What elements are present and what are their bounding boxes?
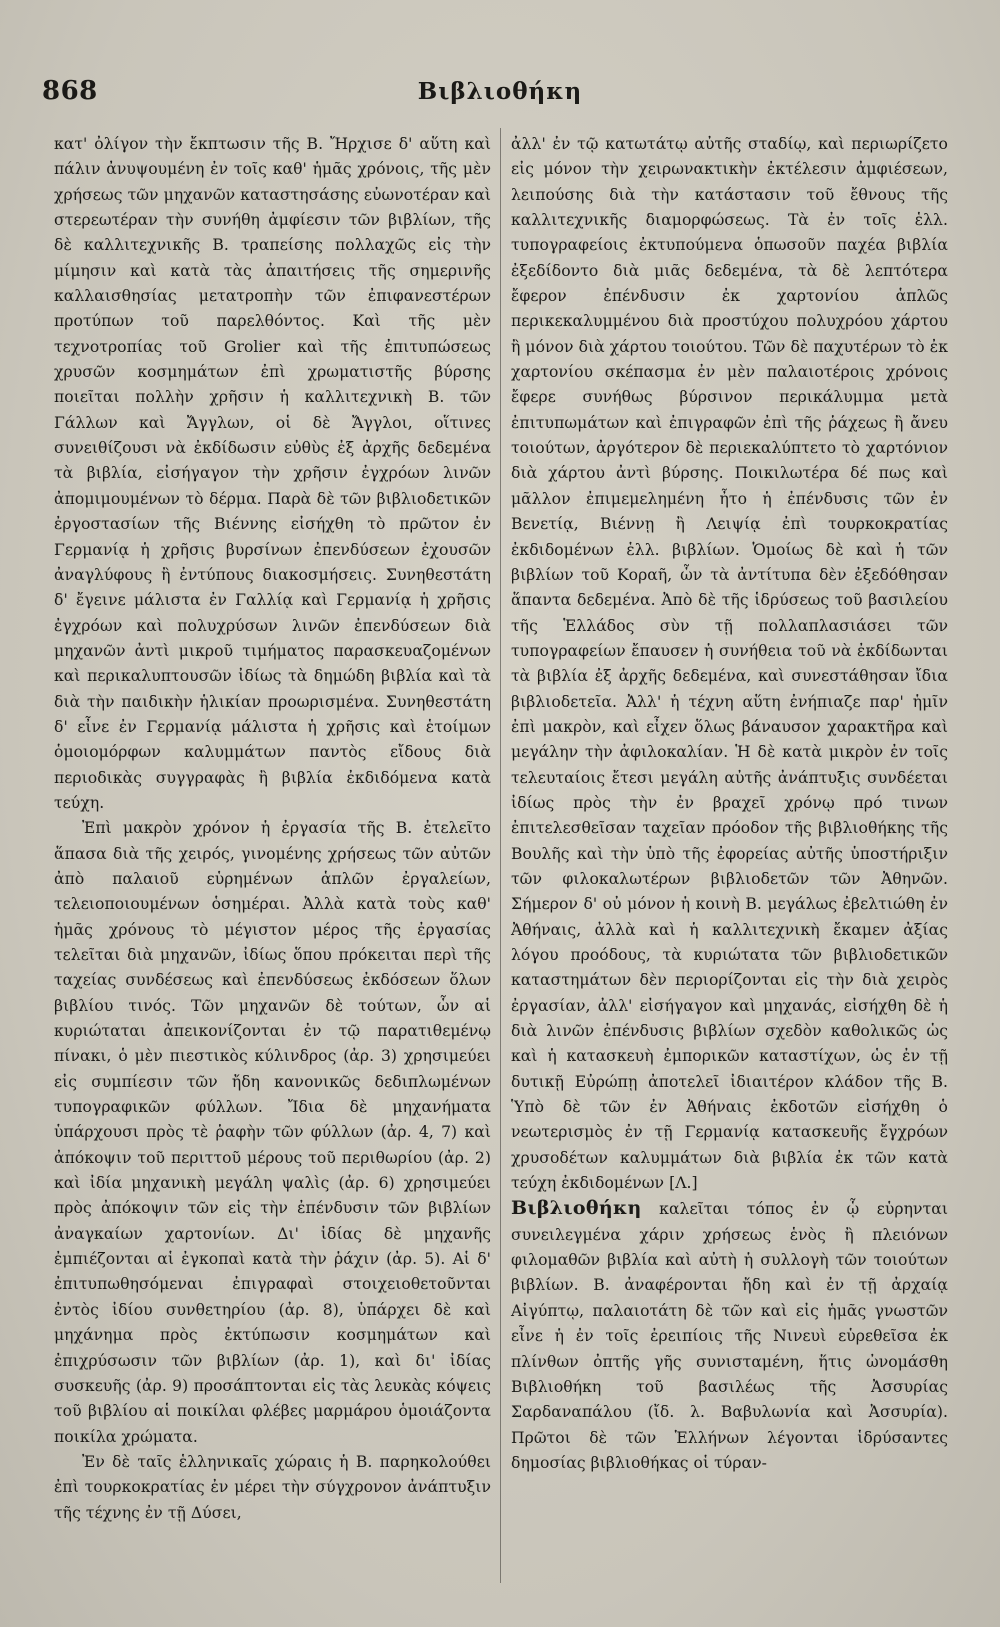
right-paragraph-1: ἀλλ' ἐν τῷ κατωτάτῳ αὐτῆς σταδίῳ, καὶ περιωρίζετο εἰς μόνον τὴν χειρωνακτικὴν ἐκτέλεσιν ἀμφιέσεων, λειπούσης διὰ τὴν κατάστασιν τοῦ ἔθνους τῆς καλλιτεχνικῆς διαμορφώσεως. Τὰ ἐν τοῖς ἑλλ. τυπογραφείοις ἐκτυπούμενα ὁπωσοῦν παχέα βιβλία ἐξεδίδοντο διὰ μιᾶς δεδεμένα, τὰ δὲ λεπτότερα ἔφερον ἐπένδυσιν ἐκ χαρτονίου ἁπλῶς περικεκαλυμμένου διὰ προστύχου πολυχρόου χάρτου ἢ μόνον διὰ χάρτου τοιούτου. Τῶν δὲ παχυτέρων τὸ ἐκ χαρτονίου σκέπασμα ἐν μὲν παλαιοτέροις χρόνοις ἔφερε συνήθως βύρσινον περικάλυμμα μετὰ ἐπιτυπωμάτων καὶ ἐπιγραφῶν ἐπὶ τῆς ῥάχεως ἢ ἄνευ τοιούτων, ἀργότερον δὲ περιεκαλύπτετο τὸ χαρτόνιον διὰ χάρτου ἀντὶ βύρσης. Ποικιλωτέρα δέ πως καὶ μᾶλλον ἐπιμεμελημένη ἦτο ἡ ἐπένδυσις τῶν ἐν Βενετίᾳ, Βιέννῃ ἢ Λειψίᾳ ἐπὶ τουρκοκρατίας ἐκδιδομένων ἑλλ. βιβλίων. Ὁμοίως δὲ καὶ ἡ τῶν βιβλίων τοῦ Κοραῆ, ὧν τὰ ἀντίτυπα δὲν ἐξεδόθησαν ἅπαντα δεδεμένα. Ἀπὸ δὲ τῆς ἱδρύσεως τοῦ βασιλείου τῆς Ἑλλάδος σὺν τῇ πολλαπλασιάσει τῶν τυπογραφείων ἔπαυσεν ἡ συνήθεια τοῦ νὰ ἐκδίδωνται τὰ βιβλία ἐξ ἀρχῆς δεδεμένα, καὶ συνεστάθησαν ἴδια βιβλιοδετεῖα. Ἀλλ' ἡ τέχνη αὕτη ἐνήπιαζε παρ' ἡμῖν ἐπὶ μακρὸν, καὶ εἶχεν ὅλως βάναυσον χαρακτῆρα καὶ μεγάλην τὴν ἀφιλοκαλίαν. Ἡ δὲ κατὰ μικρὸν ἐν τοῖς τελευταίοις ἔτεσι μεγάλη αὐτῆς ἀνάπτυξις συνδέεται ἰδίως πρὸς τὴν ἐν βραχεῖ χρόνῳ πρό τινων ἐπιτελεσθεῖσαν ταχεῖαν πρόοδον τῆς βιβλιοθήκης τῆς Βουλῆς καὶ τὴν ὑπὸ τῆς ἐφορείας αὐτῆς ὑποστήριξιν τῶν φιλοκαλωτέρων βιβλιοδετῶν τῶν Ἀθηνῶν. Σήμερον δ' οὐ μόνον ἡ κοινὴ Β. μεγάλως ἐβελτιώθη ἐν Ἀθήναις, ἀλλὰ καὶ ἡ καλλιτεχνικὴ ἔκαμεν ἀξίας λόγου προόδους, τὰ κυριώτατα τῶν βιβλιοδετικῶν καταστημάτων δὲν περιορίζονται εἰς τὴν διὰ χειρὸς ἐργασίαν, ἀλλ' εἰσήγαγον καὶ μηχανάς, εἰσήχθη δὲ ἡ διὰ λινῶν ἐπένδυσις βιβλίων σχεδὸν καθολικῶς ὡς καὶ ἡ κατασκευὴ ἐμπορικῶν καταστίχων, ὡς ἐν τῇ δυτικῇ Εὐρώπῃ ἀποτελεῖ ἰδιαιτέρον κλάδον τῆς Β. Ὑπὸ δὲ τῶν ἐν Ἀθήναις ἐκδοτῶν εἰσήχθη ὁ νεωτερισμὸς ἐν τῇ Γερμανίᾳ κατασκευῆς ἔγχρόων χρυσοδέτων καλυμμάτων διὰ βιβλία ἐκ τῶν κατὰ τεύχη ἐκδιδομένων [Λ.] — [511, 135, 948, 1193]
page-header — [34, 76, 966, 116]
right-column — [511, 132, 948, 1476]
right-paragraph-2 — [511, 1196, 948, 1476]
left-column — [54, 132, 491, 1526]
left-paragraph-2: Ἐπὶ μακρὸν χρόνον ἡ ἐργασία τῆς Β. ἐτελεῖτο ἅπασα διὰ τῆς χειρός, γινομένης χρήσεως τῶν αὐτῶν ἀπὸ παλαιοῦ εὑρημένων ἁπλῶν ἐργαλείων, τελειοποιουμένων ὁσημέραι. Ἀλλὰ κατὰ τοὺς καθ' ἡμᾶς χρόνους τὸ μέγιστον μέρος τῆς ἐργασίας τελεῖται διὰ μηχανῶν, ἰδίως ὅπου πρόκειται περὶ τῆς ταχείας συνδέσεως καὶ ἐπενδύσεως ἐκδόσεων ὅλων βιβλίου τινός. Τῶν μηχανῶν δὲ τούτων, ὧν αἱ κυριώταται ἀπεικονίζονται ἐν τῷ παρατιθεμένῳ πίνακι, ὁ μὲν πιεστικὸς κύλινδρος (ἀρ. 3) χρησιμεύει εἰς συμπίεσιν τῶν ἤδη κανονικῶς δεδιπλωμένων τυπογραφικῶν φύλλων. Ἴδια δὲ μηχανήματα ὑπάρχουσι πρὸς τὲ ῥαφὴν τῶν φύλλων (ἀρ. 4, 7) καὶ ἀπόκοψιν τοῦ περιττοῦ μέρους τοῦ περιθωρίου (ἀρ. 2) καὶ ἰδία μηχανικὴ μεγάλη ψαλὶς (ἀρ. 6) χρησιμεύει πρὸς ἀπόκοψιν τῶν εἰς τὴν ἐπένδυσιν τῶν βιβλίων ἀναγκαίων χαρτονίων. Δι' ἰδίας δὲ μηχανῆς ἐμπιέζονται αἱ ἐγκοπαὶ κατὰ τὴν ῥάχιν (ἀρ. 5). Αἱ δ' ἐπιτυπωθησόμεναι ἐπιγραφαὶ στοιχειοθετοῦνται ἐντὸς ἰδίου συνθετηρίου (ἀρ. 8), ὑπάρχει δὲ καὶ μηχάνημα πρὸς ἐκτύπωσιν κοσμημάτων καὶ ἐπιχρύσωσιν τῶν βιβλίων (ἀρ. 1), καὶ δι' ἰδίας συσκευῆς (ἀρ. 9) προσάπτονται εἰς τὰς λευκὰς κόψεις τοῦ βιβλίου αἱ ποικίλαι φλέβες μαρμάρου ὁμοιάζοντα ποικίλα χρώματα. — [54, 819, 491, 1446]
left-paragraph-1: κατ' ὀλίγον τὴν ἔκπτωσιν τῆς Β. Ἤρχισε δ' αὕτη καὶ πάλιν ἀνυψουμένη ἐν τοῖς καθ' ἡμᾶς χρόνοις, τῆς μὲν χρήσεως τῶν μηχανῶν καταστησάσης εὐωνοτέραν καὶ στερεωτέραν τὴν συνήθη ἀμφίεσιν τῶν βιβλίων, τῆς δὲ καλλιτεχνικῆς Β. τραπείσης πολλαχῶς εἰς τὴν μίμησιν καὶ κατὰ τὰς ἀπαιτήσεις τῆς σημερινῆς καλλαισθησίας μετατροπὴν τῶν ἐπιφανεστέρων προτύπων τοῦ παρελθόντος. Καὶ τῆς μὲν τεχνοτροπίας τοῦ Grolier καὶ τῆς ἐπιτυπώσεως χρυσῶν κοσμημάτων ἐπὶ χρωματιστῆς βύρσης ποιεῖται πολλὴν χρῆσιν ἡ καλλιτεχνικὴ Β. τῶν Γάλλων καὶ Ἄγγλων, οἱ δὲ Ἄγγλοι, οἵτινες συνειθίζουσι νὰ ἐκδίδωσιν εὐθὺς ἐξ ἀρχῆς δεδεμένα τὰ βιβλία, εἰσήγαγον τὴν χρῆσιν ἐγχρόων λινῶν ἀπομιμουμένων τὸ δέρμα. Παρὰ δὲ τῶν βιβλιοδετικῶν ἐργοστασίων τῆς Βιέννης εἰσήχθη τὸ πρῶτον ἐν Γερμανίᾳ ἡ χρῆσις βυρσίνων ἐπενδύσεων ἐχουσῶν ἀναγλύφους ἢ ἐντύπους διακοσμήσεις. Συνηθεστάτη δ' ἔγεινε μάλιστα ἐν Γαλλίᾳ καὶ Γερμανίᾳ ἡ χρῆσις ἐγχρόων καὶ πολυχρύσων λινῶν ἐπενδύσεων διὰ μηχανῶν ἀντὶ μικροῦ τιμήματος παρασκευαζομένων καὶ περικαλυπτουσῶν ἰδίως τὰ δημώδη βιβλία καὶ τὰ διὰ τὴν παιδικὴν ἡλικίαν προωρισμένα. Συνηθεστάτη δ' εἶνε ἐν Γερμανίᾳ μάλιστα ἡ χρῆσις καὶ ἑτοίμων ὁμοιομόρφων καλυμμάτων παντὸς εἴδους διὰ περιοδικὰς συγγραφὰς ἢ βιβλία ἐκδιδόμενα κατὰ τεύχη. — [54, 135, 491, 812]
page-number: 868 — [42, 76, 98, 106]
entry-headword: Βιβλιοθήκη — [511, 1197, 642, 1220]
left-paragraph-3: Ἐν δὲ ταῖς ἑλληνικαῖς χώραις ἡ Β. παρηκολούθει ἐπὶ τουρκοκρατίας ἐν μέρει τὴν σύγχρονον ἀνάπτυξιν τῆς τέχνης ἐν τῇ Δύσει, — [54, 1452, 491, 1522]
column-divider — [500, 128, 501, 1583]
entry-text: καλεῖται τόπος ἐν ᾧ εὑρηνται συνειλεγμένα χάριν χρήσεως ἑνὸς ἢ πλειόνων φιλομαθῶν βιβλία καὶ αὐτὴ ἡ συλλογὴ τῶν τοιούτων βιβλίων. Β. ἀναφέρονται ἤδη καὶ ἐν τῇ ἀρχαίᾳ Αἰγύπτῳ, παλαιοτάτη δὲ τῶν καὶ εἰς ἡμᾶς γνωστῶν εἶνε ἡ ἐν τοῖς ἐρειπίοις τῆς Νινευὶ εὑρεθεῖσα ἐκ πλίνθων ὀπτῆς γῆς συνισταμένη, ἥτις ὠνομάσθη Βιβλιοθήκη τοῦ βασιλέως τῆς Ἀσσυρίας Σαρδαναπάλου (ἴδ. λ. Βαβυλωνία καὶ Ἀσσυρία). Πρῶτοι δὲ τῶν Ἑλλήνων λέγονται ἱδρύσαντες δημοσίας βιβλιοθήκας οἱ τύραν- — [511, 1200, 948, 1472]
running-title: Βιβλιοθήκη — [417, 78, 583, 105]
